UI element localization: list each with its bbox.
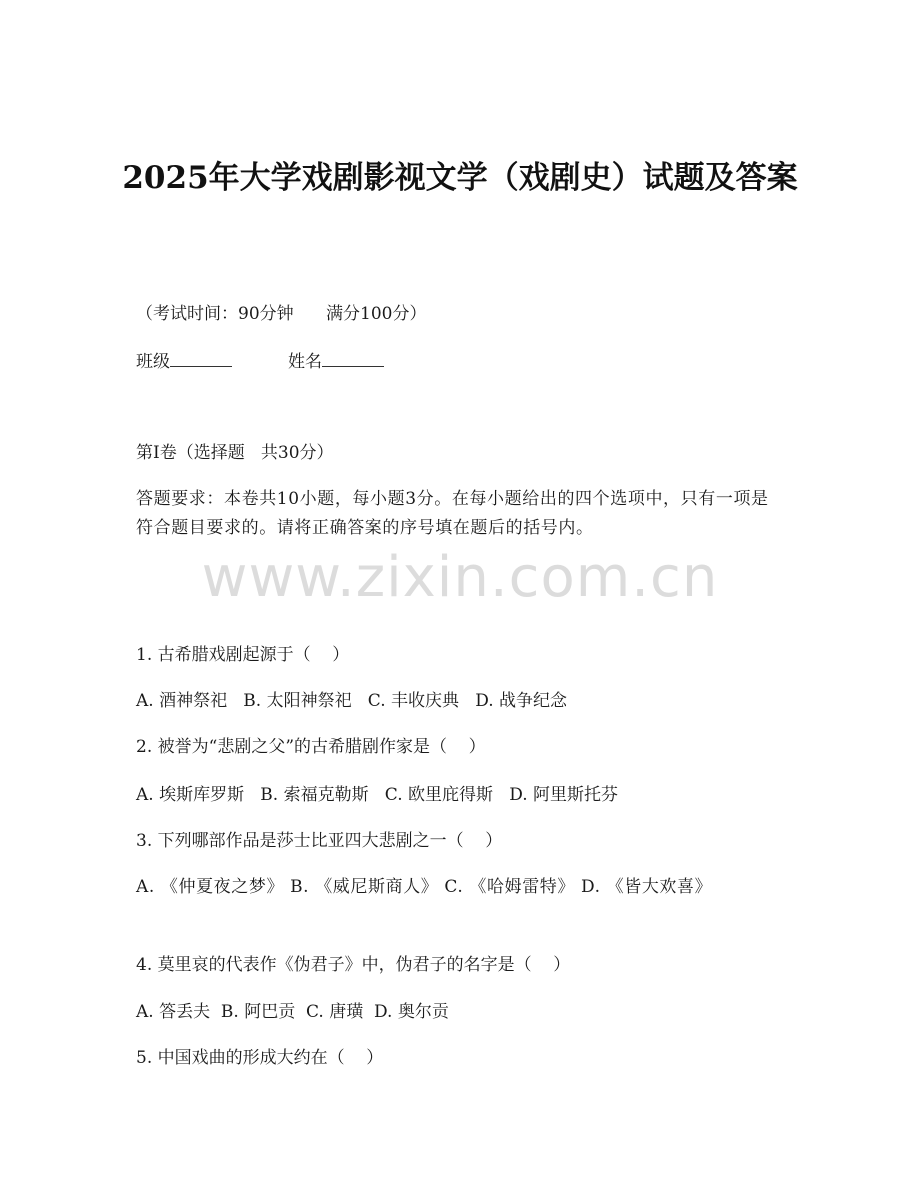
question-5: 5. 中国戏曲的形成大约在（ ） [136, 1048, 384, 1068]
class-blank [170, 350, 232, 367]
question-1-options: A. 酒神祭祀 B. 太阳神祭祀 C. 丰收庆典 D. 战争纪念 [136, 691, 568, 711]
class-label: 班级 [136, 352, 170, 372]
student-info-row [136, 350, 384, 374]
exam-info: （考试时间：90分钟 满分100分） [136, 304, 427, 324]
document-title: 2025年大学戏剧影视文学（戏剧史）试题及答案 [122, 160, 798, 196]
watermark: www.zixin.com.cn [201, 545, 719, 610]
section-title: 第I卷（选择题 共30分） [136, 443, 334, 463]
question-3: 3. 下列哪部作品是莎士比亚四大悲剧之一（ ） [136, 831, 503, 851]
question-3-options: A. 《仲夏夜之梦》 B. 《威尼斯商人》 C. 《哈姆雷特》 D. 《皆大欢喜》 [136, 877, 713, 897]
question-1: 1. 古希腊戏剧起源于（ ） [136, 645, 350, 665]
name-label: 姓名 [288, 352, 322, 372]
question-2: 2. 被誉为“悲剧之父”的古希腊剧作家是（ ） [136, 737, 486, 757]
instructions: 答题要求：本卷共10小题，每小题3分。在每小题给出的四个选项中，只有一项是符合题目要求的。请将正确答案的序号填在题后的括号内。 [136, 489, 769, 538]
question-4-options: A. 答丢夫 B. 阿巴贡 C. 唐璜 D. 奥尔贡 [136, 1002, 449, 1022]
name-blank [322, 350, 384, 367]
question-4: 4. 莫里哀的代表作《伪君子》中，伪君子的名字是（ ） [136, 955, 571, 975]
question-2-options: A. 埃斯库罗斯 B. 索福克勒斯 C. 欧里庇得斯 D. 阿里斯托芬 [136, 785, 619, 805]
